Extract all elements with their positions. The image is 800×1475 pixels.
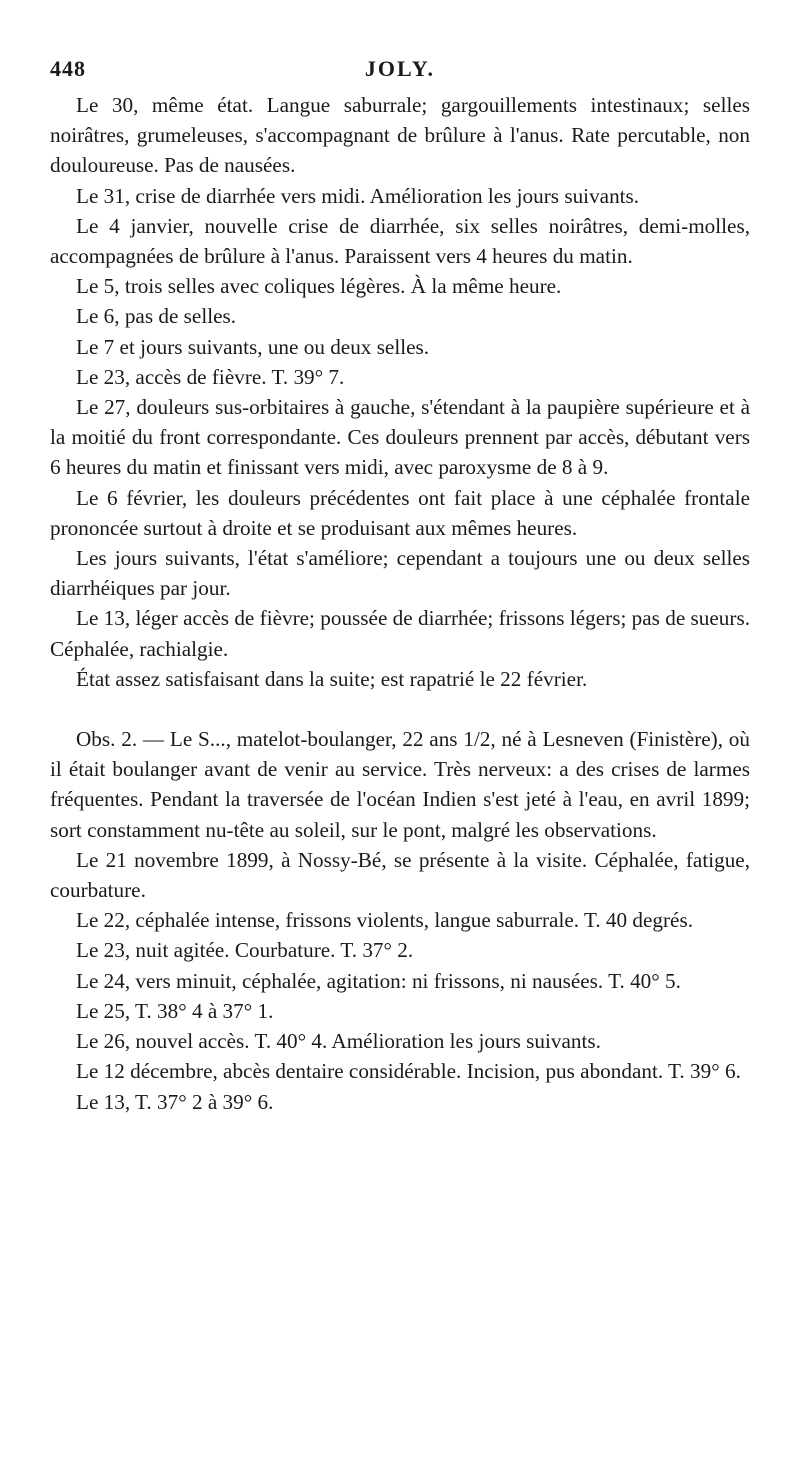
paragraph: Obs. 2. — Le S..., matelot-boulanger, 22 ans 1/2, né à Lesneven (Finistère), où il était boulanger avant de venir au service. Très nerveux: a des crises de larmes fréquentes. Pendant la traversée de l'océan Indien s'est jeté à l'eau, en avril 1899; sort constamment nu-tête au soleil, sur le pont, malgré les observations.: [50, 727, 750, 842]
paragraph: Le 12 décembre, abcès dentaire considérable. Incision, pus abondant. T. 39° 6.: [76, 1059, 741, 1084]
page-number: 448: [50, 56, 86, 81]
case-1-continuation: [50, 90, 750, 694]
paragraph: Le 21 novembre 1899, à Nossy-Bé, se présente à la visite. Céphalée, fatigue, courbature.: [50, 847, 750, 903]
paragraph: Le 6, pas de selles.: [76, 304, 237, 329]
paragraph: Le 23, nuit agitée. Courbature. T. 37° 2.: [76, 938, 414, 963]
paragraph: Le 31, crise de diarrhée vers midi. Amélioration les jours suivants.: [76, 183, 640, 208]
paragraph: Le 25, T. 38° 4 à 37° 1.: [76, 998, 274, 1023]
paragraph: Le 7 et jours suivants, une ou deux selles.: [76, 334, 430, 359]
paragraph: Le 26, nouvel accès. T. 40° 4. Amélioration les jours suivants.: [76, 1029, 601, 1054]
paragraph: Le 6 février, les douleurs précédentes ont fait place à une céphalée frontale prononcée surtout à droite et se produisant aux mêmes heures.: [50, 485, 750, 540]
section-gap: [50, 694, 750, 724]
paragraph: Les jours suivants, l'état s'améliore; cependant a toujours une ou deux selles diarrhéiques par jour.: [50, 546, 750, 601]
observation-2: [50, 724, 750, 1117]
running-head: JOLY.: [364, 56, 436, 81]
paragraph: Le 4 janvier, nouvelle crise de diarrhée, six selles noirâtres, demi-molles, accompagnées de brûlure à l'anus. Paraissent vers 4 heures du matin.: [50, 213, 750, 269]
paragraph: Le 27, douleurs sus-orbitaires à gauche, s'étendant à la paupière supérieure et à la moitié du front correspondante. Ces douleurs prennent par accès, débutant vers 6 heures du matin et finissant vers midi, avec paroxysme de 8 à 9.: [50, 395, 750, 480]
paragraph: Le 30, même état. Langue saburrale; gargouillements intestinaux; selles noirâtres, grumeleuses, s'accompagnant de brûlure à l'anus. Rate percutable, non douloureuse. Pas de nausées.: [50, 93, 750, 178]
paragraph: Le 13, léger accès de fièvre; poussée de diarrhée; frissons légers; pas de sueurs. Céphalée, rachialgie.: [50, 606, 750, 661]
paragraph: Le 24, vers minuit, céphalée, agitation: ni frissons, ni nausées. T. 40° 5.: [76, 968, 681, 993]
paragraph: Le 22, céphalée intense, frissons violents, langue saburrale. T. 40 degrés.: [76, 908, 693, 933]
paragraph: Le 23, accès de fièvre. T. 39° 7.: [76, 364, 345, 389]
paragraph: Le 13, T. 37° 2 à 39° 6.: [76, 1089, 274, 1114]
paragraph: État assez satisfaisant dans la suite; est rapatrié le 22 février.: [76, 666, 588, 691]
page-header: [50, 56, 750, 90]
paragraph: Le 5, trois selles avec coliques légères. À la même heure.: [76, 274, 562, 299]
